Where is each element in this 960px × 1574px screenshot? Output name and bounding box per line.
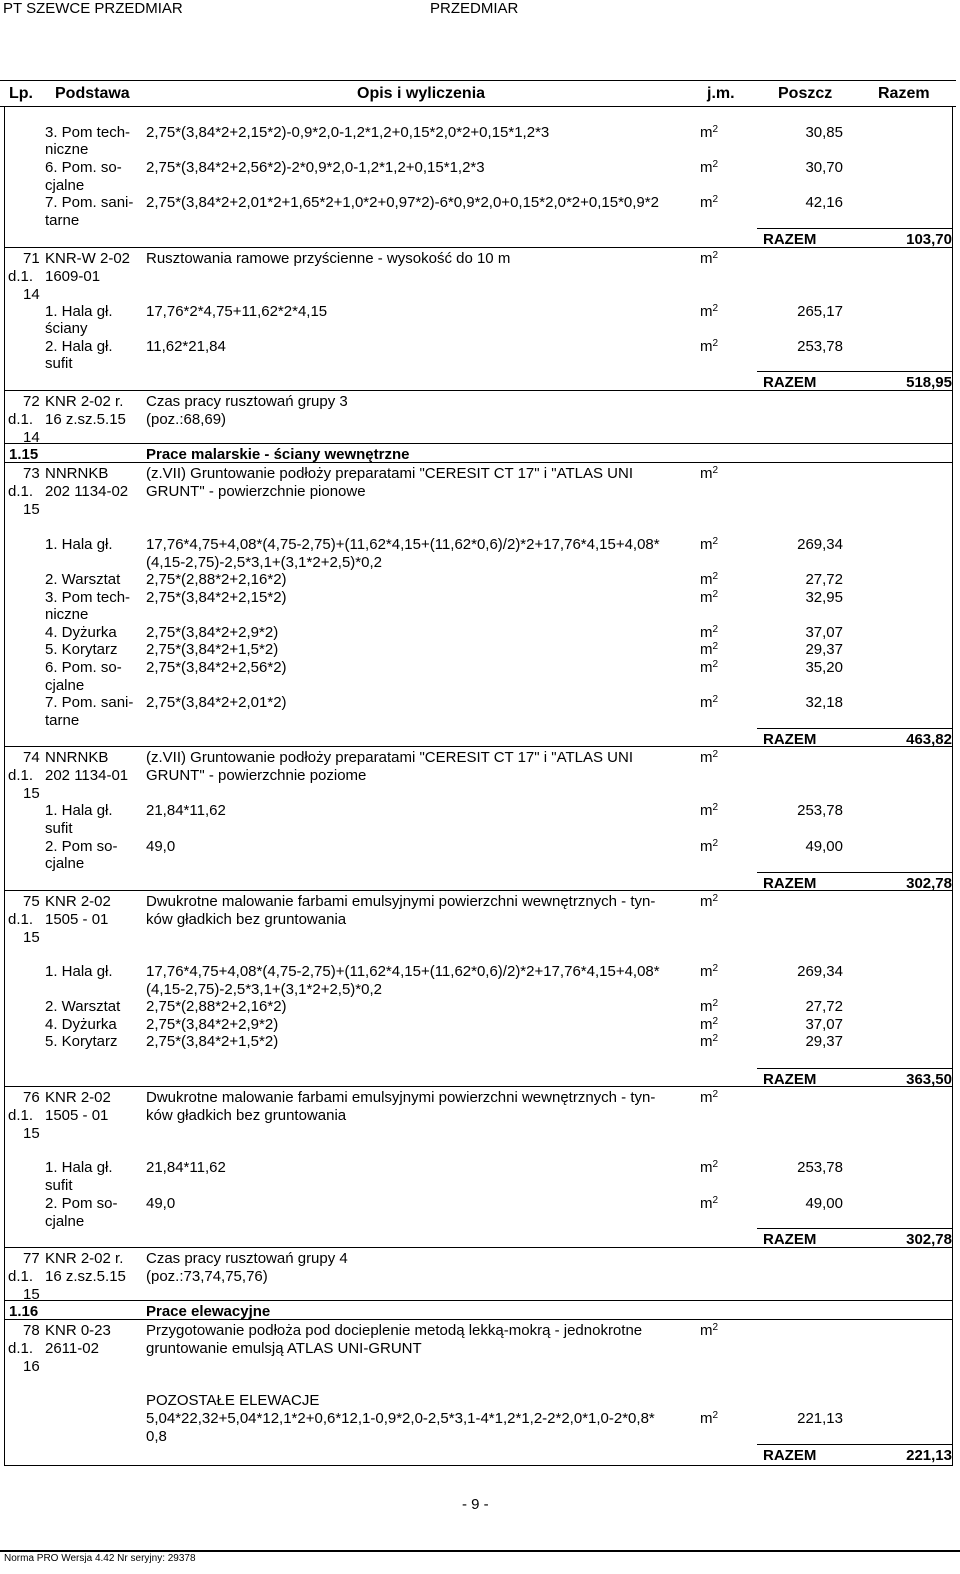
measure-value: 27,72 <box>805 998 843 1015</box>
measure-location: 1. Hala gł. <box>45 1159 113 1176</box>
measure-formula: 11,62*21,84 <box>146 338 226 355</box>
position-number: 72 <box>23 393 40 410</box>
position-basis: 202 1134-02 <box>45 483 129 500</box>
position-basis: 202 1134-01 <box>45 767 129 784</box>
unit-exponent: 2 <box>712 1159 719 1170</box>
measure-location: 2. Warsztat <box>45 998 121 1015</box>
unit-cell <box>700 465 718 483</box>
position-basis: 2611-02 <box>45 1340 99 1357</box>
measure-value: 29,37 <box>805 1033 843 1050</box>
measure-value: 37,07 <box>805 1016 843 1033</box>
section-title: Prace malarskie - ściany wewnętrzne <box>146 446 410 463</box>
unit-base: m <box>700 659 713 676</box>
unit-cell <box>700 893 718 911</box>
measure-formula: 2,75*(2,88*2+2,16*2) <box>146 571 287 588</box>
unit-cell <box>700 624 718 642</box>
unit-base: m <box>700 963 713 980</box>
position-basis: NNRNKB <box>45 749 109 766</box>
position-description: (poz.:68,69) <box>146 411 227 428</box>
measure-location: 1. Hala gł. <box>45 963 113 980</box>
razem-rule <box>757 1444 952 1445</box>
position-number: 76 <box>23 1089 40 1106</box>
measure-heading: POZOSTAŁE ELEWACJE <box>146 1392 320 1409</box>
unit-exponent: 2 <box>712 1016 719 1027</box>
unit-base: m <box>700 838 713 855</box>
unit-base: m <box>700 124 713 141</box>
position-number: d.1. <box>8 268 34 285</box>
position-number: d.1. <box>8 911 34 928</box>
unit-exponent: 2 <box>712 998 719 1009</box>
unit-base: m <box>700 1033 713 1050</box>
unit-cell <box>700 194 718 212</box>
position-description: gruntowanie emulsją ATLAS UNI-GRUNT <box>146 1340 422 1357</box>
razem-label: RAZEM <box>763 1071 817 1088</box>
position-basis: KNR 2-02 <box>45 1089 111 1106</box>
unit-exponent: 2 <box>712 749 719 760</box>
position-number: 73 <box>23 465 40 482</box>
unit-exponent: 2 <box>712 963 719 974</box>
unit-exponent: 2 <box>712 624 719 635</box>
unit-exponent: 2 <box>712 465 719 476</box>
unit-base: m <box>700 536 713 553</box>
unit-exponent: 2 <box>712 589 719 600</box>
unit-exponent: 2 <box>712 802 719 813</box>
unit-cell <box>700 338 718 356</box>
measure-value: 32,18 <box>805 694 843 711</box>
measure-value: 30,85 <box>805 124 843 141</box>
measure-formula: 5,04*22,32+5,04*12,1*2+0,6*12,1-0,9*2,0-2,5*3,1-4*1,2*1,2-2*2,0*1,0-2*0,8* <box>146 1410 655 1427</box>
position-number: d.1. <box>8 1340 34 1357</box>
position-description: (poz.:73,74,75,76) <box>146 1268 268 1285</box>
position-number: 75 <box>23 893 40 910</box>
position-rule <box>4 462 952 463</box>
rule <box>0 106 956 107</box>
measure-value: 30,70 <box>805 159 843 176</box>
section-number: 1.16 <box>9 1303 39 1320</box>
measure-location: 7. Pom. sani- <box>45 694 134 711</box>
unit-cell <box>700 749 718 767</box>
position-description: (z.VII) Gruntowanie podłoży preparatami "CERESIT CT 17" i "ATLAS UNI <box>146 465 633 482</box>
measure-value: 49,00 <box>805 838 843 855</box>
footer-text: Norma PRO Wersja 4.42 Nr seryjny: 29378 <box>4 1553 196 1564</box>
measure-formula: 2,75*(3,84*2+1,5*2) <box>146 1033 279 1050</box>
razem-rule <box>757 728 952 729</box>
position-number: 15 <box>23 1125 40 1142</box>
unit-cell <box>700 250 718 268</box>
unit-cell <box>700 963 718 981</box>
unit-base: m <box>700 1016 713 1033</box>
position-rule <box>4 247 952 248</box>
measure-formula: 2,75*(3,84*2+2,9*2) <box>146 624 279 641</box>
unit-base: m <box>700 465 713 482</box>
razem-rule <box>757 228 952 229</box>
rule <box>0 80 956 81</box>
unit-cell <box>700 1033 718 1051</box>
measure-location: tarne <box>45 212 80 229</box>
measure-location: 5. Korytarz <box>45 641 118 658</box>
position-number: 74 <box>23 749 40 766</box>
measure-location: 2. Hala gł. <box>45 338 113 355</box>
razem-label: RAZEM <box>763 1231 817 1248</box>
unit-base: m <box>700 998 713 1015</box>
razem-value: 518,95 <box>906 374 952 391</box>
unit-cell <box>700 659 718 677</box>
measure-location: 1. Hala gł. <box>45 802 113 819</box>
measure-formula: 17,76*2*4,75+11,62*2*4,15 <box>146 303 328 320</box>
position-basis: 16 z.sz.5.15 <box>45 1268 126 1285</box>
unit-base: m <box>700 250 713 267</box>
unit-base: m <box>700 1089 713 1106</box>
position-number: 14 <box>23 286 40 303</box>
position-number: d.1. <box>8 1107 34 1124</box>
razem-rule <box>757 371 952 372</box>
unit-cell <box>700 1016 718 1034</box>
measure-location: 7. Pom. sani- <box>45 194 134 211</box>
unit-base: m <box>700 694 713 711</box>
unit-exponent: 2 <box>712 659 719 670</box>
unit-base: m <box>700 749 713 766</box>
section-rule <box>4 1300 952 1301</box>
measure-location: 2. Pom so- <box>45 838 118 855</box>
unit-exponent: 2 <box>712 1410 719 1421</box>
col-podstawa: Podstawa <box>55 85 130 102</box>
measure-value: 27,72 <box>805 571 843 588</box>
unit-cell <box>700 571 718 589</box>
unit-exponent: 2 <box>712 536 719 547</box>
measure-formula: 2,75*(2,88*2+2,16*2) <box>146 998 287 1015</box>
unit-base: m <box>700 589 713 606</box>
measure-value: 35,20 <box>805 659 843 676</box>
measure-value: 269,34 <box>797 963 843 980</box>
razem-value: 302,78 <box>906 875 952 892</box>
measure-location: tarne <box>45 712 80 729</box>
position-description: GRUNT" - powierzchnie pionowe <box>146 483 366 500</box>
position-description: Dwukrotne malowanie farbami emulsyjnymi powierzchni wewnętrznych - tyn- <box>146 893 656 910</box>
measure-location: 4. Dyżurka <box>45 1016 117 1033</box>
measure-location: sufit <box>45 820 73 837</box>
unit-exponent: 2 <box>712 571 719 582</box>
position-basis: 1505 - 01 <box>45 1107 109 1124</box>
measure-value: 49,00 <box>805 1195 843 1212</box>
measure-value: 42,16 <box>805 194 843 211</box>
measure-location: cjalne <box>45 855 85 872</box>
razem-value: 463,82 <box>906 731 952 748</box>
measure-formula: 2,75*(3,84*2+2,15*2)-0,9*2,0-1,2*1,2+0,15*2,0*2+0,15*1,2*3 <box>146 124 550 141</box>
measure-location: ściany <box>45 320 88 337</box>
position-number: d.1. <box>8 411 34 428</box>
position-rule <box>4 1247 952 1248</box>
position-number: d.1. <box>8 483 34 500</box>
position-number: 15 <box>23 785 40 802</box>
footer-rule <box>0 1550 960 1552</box>
razem-value: 363,50 <box>906 1071 952 1088</box>
unit-exponent: 2 <box>712 1089 719 1100</box>
unit-base: m <box>700 893 713 910</box>
position-rule <box>4 390 952 391</box>
position-description: Czas pracy rusztowań grupy 3 <box>146 393 348 410</box>
measure-value: 253,78 <box>797 338 843 355</box>
unit-exponent: 2 <box>712 250 719 261</box>
measure-value: 32,95 <box>805 589 843 606</box>
measure-value: 37,07 <box>805 624 843 641</box>
unit-base: m <box>700 1322 713 1339</box>
position-rule <box>4 1086 952 1087</box>
unit-cell <box>700 303 718 321</box>
razem-value: 302,78 <box>906 1231 952 1248</box>
unit-cell <box>700 536 718 554</box>
unit-base: m <box>700 1195 713 1212</box>
unit-cell <box>700 159 718 177</box>
position-basis: 16 z.sz.5.15 <box>45 411 126 428</box>
measure-location: 3. Pom tech- <box>45 589 131 606</box>
unit-exponent: 2 <box>712 1195 719 1206</box>
measure-location: 1. Hala gł. <box>45 536 113 553</box>
unit-cell <box>700 1195 718 1213</box>
unit-exponent: 2 <box>712 1322 719 1333</box>
measure-formula: 2,75*(3,84*2+2,56*2)-2*0,9*2,0-1,2*1,2+0,15*1,2*3 <box>146 159 485 176</box>
position-number: 16 <box>23 1358 40 1375</box>
measure-formula: 2,75*(3,84*2+1,5*2) <box>146 641 279 658</box>
unit-cell <box>700 1322 718 1340</box>
measure-formula: 0,8 <box>146 1428 167 1445</box>
position-number: 15 <box>23 929 40 946</box>
razem-rule <box>757 872 952 873</box>
measure-value: 29,37 <box>805 641 843 658</box>
measure-formula: 2,75*(3,84*2+2,9*2) <box>146 1016 279 1033</box>
unit-base: m <box>700 802 713 819</box>
unit-cell <box>700 802 718 820</box>
measure-location: cjalne <box>45 1213 85 1230</box>
position-basis: KNR 2-02 r. <box>45 1250 124 1267</box>
measure-formula: (4,15-2,75)-2,5*3,1+(3,1*2+2,5)*0,2 <box>146 554 382 571</box>
position-description: ków gładkich bez gruntowania <box>146 911 347 928</box>
razem-label: RAZEM <box>763 875 817 892</box>
header-title: PRZEDMIAR <box>430 0 519 17</box>
col-razem: Razem <box>878 85 930 102</box>
position-basis: NNRNKB <box>45 465 109 482</box>
measure-formula: 2,75*(3,84*2+2,15*2) <box>146 589 287 606</box>
unit-cell <box>700 124 718 142</box>
razem-value: 221,13 <box>906 1447 952 1464</box>
measure-value: 221,13 <box>797 1410 843 1427</box>
measure-location: 6. Pom. so- <box>45 159 122 176</box>
position-description: Rusztowania ramowe przyścienne - wysokość do 10 m <box>146 250 511 267</box>
position-description: Dwukrotne malowanie farbami emulsyjnymi powierzchni wewnętrznych - tyn- <box>146 1089 656 1106</box>
col-lp: Lp. <box>9 85 33 102</box>
table-border-bottom <box>4 1465 952 1466</box>
page-number: - 9 - <box>462 1496 489 1513</box>
position-number: d.1. <box>8 767 34 784</box>
measure-formula: 21,84*11,62 <box>146 1159 226 1176</box>
position-rule <box>4 746 952 747</box>
unit-exponent: 2 <box>712 159 719 170</box>
measure-location: niczne <box>45 606 89 623</box>
position-basis: KNR 2-02 r. <box>45 393 124 410</box>
position-rule <box>4 890 952 891</box>
measure-formula: 2,75*(3,84*2+2,01*2) <box>146 694 287 711</box>
measure-location: cjalne <box>45 177 85 194</box>
position-description: Czas pracy rusztowań grupy 4 <box>146 1250 348 1267</box>
measure-location: sufit <box>45 1177 73 1194</box>
measure-location: 2. Warsztat <box>45 571 121 588</box>
position-number: 14 <box>23 429 40 446</box>
measure-location: 4. Dyżurka <box>45 624 117 641</box>
razem-label: RAZEM <box>763 731 817 748</box>
measure-value: 265,17 <box>797 303 843 320</box>
measure-location: 6. Pom. so- <box>45 659 122 676</box>
measure-value: 253,78 <box>797 1159 843 1176</box>
measure-formula: 17,76*4,75+4,08*(4,75-2,75)+(11,62*4,15+(11,62*0,6)/2)*2+17,76*4,15+4,08* <box>146 536 660 553</box>
measure-formula: 49,0 <box>146 1195 176 1212</box>
unit-base: m <box>700 338 713 355</box>
unit-base: m <box>700 159 713 176</box>
unit-cell <box>700 998 718 1016</box>
measure-location: 3. Pom tech- <box>45 124 131 141</box>
unit-exponent: 2 <box>712 194 719 205</box>
razem-label: RAZEM <box>763 374 817 391</box>
razem-value: 103,70 <box>906 231 952 248</box>
position-description: ków gładkich bez gruntowania <box>146 1107 347 1124</box>
measure-location: 5. Korytarz <box>45 1033 118 1050</box>
position-number: 78 <box>23 1322 40 1339</box>
position-basis: KNR 2-02 <box>45 893 111 910</box>
section-number: 1.15 <box>9 446 39 463</box>
unit-cell <box>700 694 718 712</box>
col-opis: Opis i wyliczenia <box>357 85 486 102</box>
col-poszcz: Poszcz <box>778 85 833 102</box>
position-description: Przygotowanie podłoża pod docieplenie metodą lekką-mokrą - jednokrotne <box>146 1322 643 1339</box>
table-border-right <box>952 106 953 1466</box>
unit-cell <box>700 641 718 659</box>
section-rule <box>4 443 952 444</box>
unit-base: m <box>700 641 713 658</box>
unit-exponent: 2 <box>712 1033 719 1044</box>
unit-base: m <box>700 624 713 641</box>
unit-base: m <box>700 1159 713 1176</box>
unit-exponent: 2 <box>712 694 719 705</box>
unit-cell <box>700 1410 718 1428</box>
unit-base: m <box>700 194 713 211</box>
measure-location: niczne <box>45 141 89 158</box>
measure-value: 253,78 <box>797 802 843 819</box>
measure-location: sufit <box>45 355 73 372</box>
position-number: 15 <box>23 1286 40 1303</box>
measure-value: 269,34 <box>797 536 843 553</box>
position-number: 71 <box>23 250 40 267</box>
position-number: 77 <box>23 1250 40 1267</box>
unit-cell <box>700 589 718 607</box>
razem-rule <box>757 1228 952 1229</box>
section-title: Prace elewacyjne <box>146 1303 271 1320</box>
measure-location: cjalne <box>45 677 85 694</box>
measure-location: 2. Pom so- <box>45 1195 118 1212</box>
razem-label: RAZEM <box>763 231 817 248</box>
measure-formula: 2,75*(3,84*2+2,01*2+1,65*2+1,0*2+0,97*2)-6*0,9*2,0+0,15*2,0*2+0,15*0,9*2 <box>146 194 659 211</box>
col-jm: j.m. <box>707 85 735 102</box>
unit-cell <box>700 1089 718 1107</box>
position-basis: KNR-W 2-02 <box>45 250 131 267</box>
razem-label: RAZEM <box>763 1447 817 1464</box>
unit-exponent: 2 <box>712 893 719 904</box>
position-basis: 1505 - 01 <box>45 911 109 928</box>
position-description: GRUNT" - powierzchnie poziome <box>146 767 367 784</box>
unit-base: m <box>700 303 713 320</box>
measure-formula: 21,84*11,62 <box>146 802 226 819</box>
unit-exponent: 2 <box>712 338 719 349</box>
position-number: d.1. <box>8 1268 34 1285</box>
unit-exponent: 2 <box>712 838 719 849</box>
razem-rule <box>757 1068 952 1069</box>
position-basis: KNR 0-23 <box>45 1322 111 1339</box>
unit-cell <box>700 1159 718 1177</box>
unit-exponent: 2 <box>712 124 719 135</box>
position-number: 15 <box>23 501 40 518</box>
unit-exponent: 2 <box>712 303 719 314</box>
measure-formula: 17,76*4,75+4,08*(4,75-2,75)+(11,62*4,15+(11,62*0,6)/2)*2+17,76*4,15+4,08* <box>146 963 660 980</box>
table-border-left <box>4 106 5 1466</box>
measure-formula: (4,15-2,75)-2,5*3,1+(3,1*2+2,5)*0,2 <box>146 981 382 998</box>
unit-base: m <box>700 1410 713 1427</box>
position-rule <box>4 1319 952 1320</box>
measure-formula: 49,0 <box>146 838 176 855</box>
unit-cell <box>700 838 718 856</box>
header-company: PT SZEWCE PRZEDMIAR <box>3 0 183 17</box>
unit-base: m <box>700 571 713 588</box>
measure-formula: 2,75*(3,84*2+2,56*2) <box>146 659 287 676</box>
unit-exponent: 2 <box>712 641 719 652</box>
position-basis: 1609-01 <box>45 268 101 285</box>
position-description: (z.VII) Gruntowanie podłoży preparatami "CERESIT CT 17" i "ATLAS UNI <box>146 749 633 766</box>
measure-location: 1. Hala gł. <box>45 303 113 320</box>
